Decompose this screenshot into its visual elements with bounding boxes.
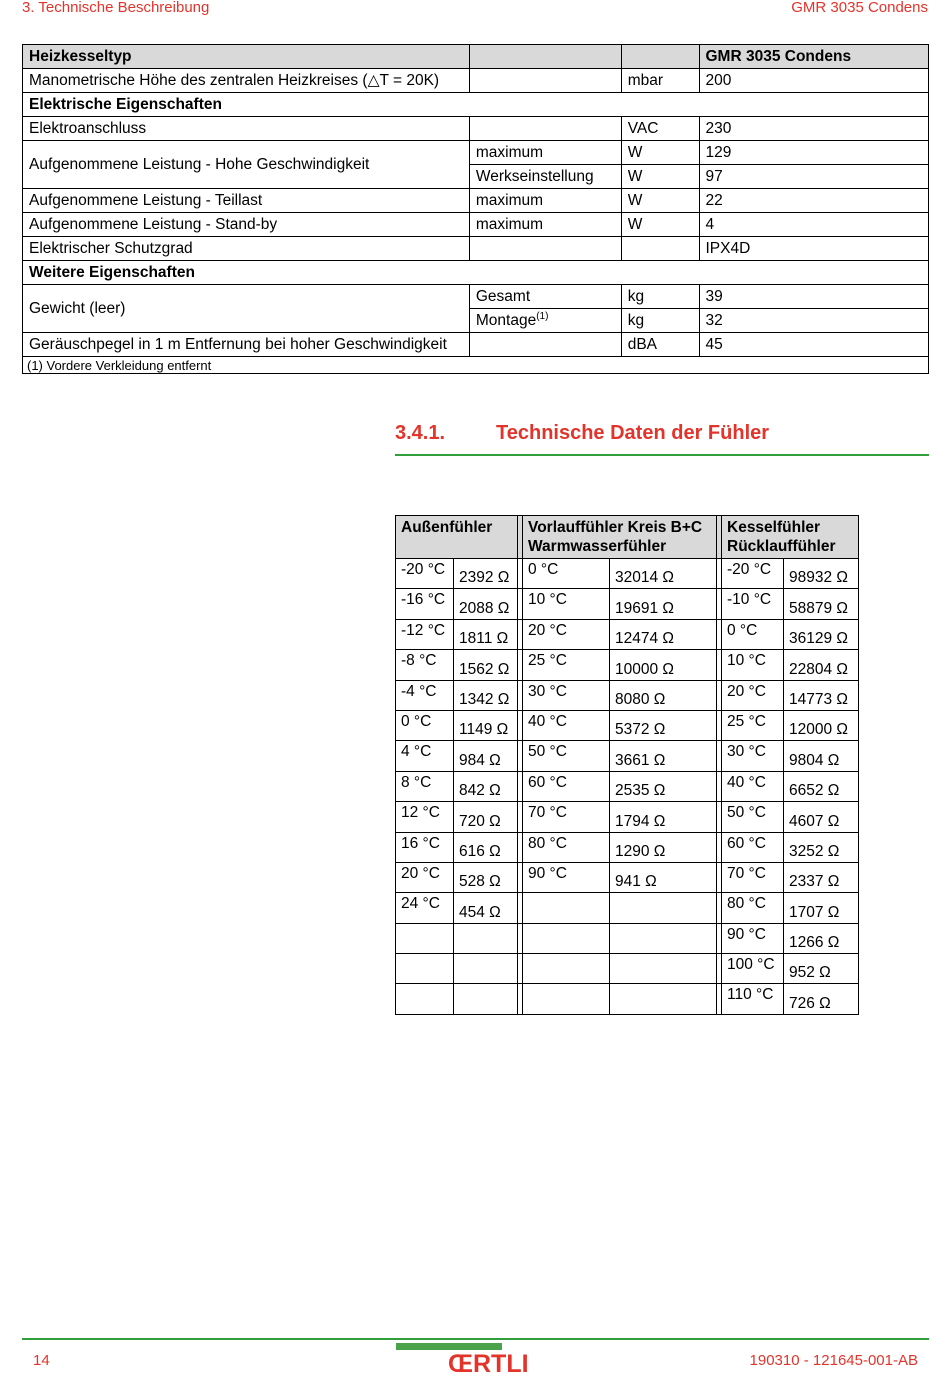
temperature-cell: 60 °C [523, 771, 610, 801]
resistance-cell: 8080 Ω [610, 680, 717, 710]
temperature-cell [523, 923, 610, 953]
temperature-cell: 0 °C [722, 619, 784, 649]
resistance-cell: 3252 Ω [784, 832, 859, 862]
temperature-cell: 40 °C [523, 710, 610, 740]
spec-cell: 39 [699, 285, 929, 309]
temperature-cell: 10 °C [523, 589, 610, 619]
spec-cell: 129 [699, 141, 929, 165]
footnote-marker: (1) [536, 310, 549, 322]
spec-cell: Manometrische Höhe des zentralen Heizkreises (△T = 20K) [23, 69, 470, 93]
spec-cell: mbar [621, 69, 699, 93]
spec-cell [469, 45, 621, 69]
temperature-cell: 30 °C [722, 741, 784, 771]
resistance-cell: 3661 Ω [610, 741, 717, 771]
running-header-product: GMR 3035 Condens [791, 0, 928, 16]
temperature-cell: 60 °C [722, 832, 784, 862]
spec-section-row [23, 93, 929, 117]
running-header-chapter: 3. Technische Beschreibung [22, 0, 210, 16]
temperature-cell [396, 954, 454, 984]
temperature-cell: 4 °C [396, 741, 454, 771]
spec-cell: Aufgenommene Leistung - Hohe Geschwindigkeit [23, 141, 470, 189]
spec-footnote: (1) Vordere Verkleidung entfernt [23, 357, 929, 374]
resistance-cell: 1794 Ω [610, 802, 717, 832]
temperature-cell: 100 °C [722, 954, 784, 984]
spec-footnote-row [23, 357, 929, 374]
spec-cell [469, 333, 621, 357]
temperature-cell: 70 °C [523, 802, 610, 832]
resistance-cell: 1707 Ω [784, 893, 859, 923]
resistance-cell: 1266 Ω [784, 923, 859, 953]
resistance-cell [454, 923, 518, 953]
resistance-cell [610, 954, 717, 984]
spec-cell: Gewicht (leer) [23, 285, 470, 333]
resistance-cell: 454 Ω [454, 893, 518, 923]
temperature-cell: -4 °C [396, 680, 454, 710]
page-number: 14 [33, 1352, 50, 1369]
table-row [396, 710, 859, 740]
header-boiler-line1: Kesselfühler [727, 519, 821, 536]
resistance-cell [454, 954, 518, 984]
header-outdoor-sensor: Außenfühler [396, 516, 518, 559]
spec-cell: W [621, 213, 699, 237]
resistance-cell: 58879 Ω [784, 589, 859, 619]
temperature-cell: 70 °C [722, 862, 784, 892]
resistance-cell: 842 Ω [454, 771, 518, 801]
temperature-cell: 25 °C [722, 710, 784, 740]
resistance-cell: 2392 Ω [454, 559, 518, 589]
temperature-cell: 90 °C [722, 923, 784, 953]
oertli-logo: ŒRTLI [448, 1350, 529, 1378]
table-row [396, 862, 859, 892]
spec-cell: kg [621, 285, 699, 309]
footer-rule [22, 1338, 929, 1340]
header-boiler-sensor [722, 516, 859, 559]
table-row [396, 771, 859, 801]
spec-cell: Heizkesseltyp [23, 45, 470, 69]
resistance-cell: 98932 Ω [784, 559, 859, 589]
spec-cell: kg [621, 309, 699, 333]
temperature-cell: 16 °C [396, 832, 454, 862]
temperature-cell [523, 954, 610, 984]
temperature-cell: 24 °C [396, 893, 454, 923]
resistance-cell: 1342 Ω [454, 680, 518, 710]
temperature-cell: 10 °C [722, 650, 784, 680]
resistance-cell: 2535 Ω [610, 771, 717, 801]
table-row [396, 680, 859, 710]
resistance-cell: 36129 Ω [784, 619, 859, 649]
spec-cell: Elektrischer Schutzgrad [23, 237, 470, 261]
resistance-cell: 4607 Ω [784, 802, 859, 832]
spec-cell: W [621, 189, 699, 213]
mount-label: Montage [475, 312, 537, 330]
resistance-cell [454, 984, 518, 1014]
temperature-cell: 20 °C [722, 680, 784, 710]
temperature-cell: 20 °C [523, 619, 610, 649]
spec-row [23, 69, 929, 93]
resistance-cell: 941 Ω [610, 862, 717, 892]
spec-cell: Aufgenommene Leistung - Teillast [23, 189, 470, 213]
table-row [396, 619, 859, 649]
spec-row [23, 141, 929, 165]
temperature-cell: 50 °C [722, 802, 784, 832]
spec-cell: 97 [699, 165, 929, 189]
spec-header-row [23, 45, 929, 69]
temperature-cell: 0 °C [396, 710, 454, 740]
spec-cell: Elektroanschluss [23, 117, 470, 141]
spec-cell: W [621, 165, 699, 189]
temperature-cell: 50 °C [523, 741, 610, 771]
resistance-cell: 10000 Ω [610, 650, 717, 680]
spec-cell [621, 45, 699, 69]
resistance-cell: 2337 Ω [784, 862, 859, 892]
header-flow-line2: Warmwasserfühler [528, 538, 667, 555]
table-row [396, 802, 859, 832]
resistance-cell: 726 Ω [784, 984, 859, 1014]
boiler-spec-table [22, 44, 929, 374]
sensor-header-row [396, 516, 859, 559]
spec-cell: maximum [469, 213, 621, 237]
spec-cell: 4 [699, 213, 929, 237]
temperature-cell: -10 °C [722, 589, 784, 619]
resistance-cell: 5372 Ω [610, 710, 717, 740]
table-row [396, 954, 859, 984]
spec-cell: 22 [699, 189, 929, 213]
table-row [396, 559, 859, 589]
spec-cell: GMR 3035 Condens [699, 45, 929, 69]
spec-cell: IPX4D [699, 237, 929, 261]
temperature-cell: -8 °C [396, 650, 454, 680]
resistance-cell: 720 Ω [454, 802, 518, 832]
spec-section-title: Elektrische Eigenschaften [23, 93, 929, 117]
spec-cell: Werkseinstellung [469, 165, 621, 189]
resistance-cell: 12474 Ω [610, 619, 717, 649]
resistance-cell: 528 Ω [454, 862, 518, 892]
temperature-cell: 40 °C [722, 771, 784, 801]
temperature-cell: 110 °C [722, 984, 784, 1014]
resistance-cell: 984 Ω [454, 741, 518, 771]
spec-row [23, 333, 929, 357]
section-rule [395, 454, 929, 456]
resistance-cell: 12000 Ω [784, 710, 859, 740]
spec-cell [469, 237, 621, 261]
spec-cell: dBA [621, 333, 699, 357]
section-number: 3.4.1. [395, 422, 446, 444]
spec-cell: 45 [699, 333, 929, 357]
resistance-cell: 1811 Ω [454, 619, 518, 649]
temperature-cell: -20 °C [396, 559, 454, 589]
resistance-cell: 9804 Ω [784, 741, 859, 771]
temperature-cell [523, 984, 610, 1014]
document-reference: 190310 - 121645-001-AB [749, 1352, 918, 1369]
spec-cell: 200 [699, 69, 929, 93]
resistance-cell [610, 923, 717, 953]
spec-cell: VAC [621, 117, 699, 141]
spec-cell: W [621, 141, 699, 165]
temperature-cell: 12 °C [396, 802, 454, 832]
spec-row [23, 213, 929, 237]
spec-cell: maximum [469, 141, 621, 165]
temperature-cell: -12 °C [396, 619, 454, 649]
table-row [396, 984, 859, 1014]
temperature-cell: 0 °C [523, 559, 610, 589]
resistance-cell [610, 984, 717, 1014]
spec-cell: Aufgenommene Leistung - Stand-by [23, 213, 470, 237]
spec-cell [621, 237, 699, 261]
header-flow-line1: Vorlauffühler Kreis B+C [528, 519, 703, 536]
spec-cell: 230 [699, 117, 929, 141]
temperature-cell: -20 °C [722, 559, 784, 589]
resistance-cell: 1290 Ω [610, 832, 717, 862]
spec-cell: Geräuschpegel in 1 m Entfernung bei hoher Geschwindigkeit [23, 333, 470, 357]
resistance-cell: 1149 Ω [454, 710, 518, 740]
temperature-cell: 80 °C [722, 893, 784, 923]
table-row [396, 650, 859, 680]
spec-cell: maximum [469, 189, 621, 213]
spec-cell [469, 117, 621, 141]
resistance-cell: 22804 Ω [784, 650, 859, 680]
resistance-cell: 19691 Ω [610, 589, 717, 619]
header-flow-sensor [523, 516, 717, 559]
temperature-cell: 8 °C [396, 771, 454, 801]
temperature-cell [396, 923, 454, 953]
resistance-cell: 1562 Ω [454, 650, 518, 680]
table-row [396, 832, 859, 862]
temperature-cell: 25 °C [523, 650, 610, 680]
table-row [396, 923, 859, 953]
spec-cell: 32 [699, 309, 929, 333]
resistance-cell: 14773 Ω [784, 680, 859, 710]
resistance-cell: 32014 Ω [610, 559, 717, 589]
temperature-cell: 20 °C [396, 862, 454, 892]
resistance-cell: 616 Ω [454, 832, 518, 862]
table-row [396, 741, 859, 771]
temperature-cell [523, 893, 610, 923]
spec-cell: Gesamt [469, 285, 621, 309]
temperature-cell [396, 984, 454, 1014]
resistance-cell [610, 893, 717, 923]
temperature-cell: 80 °C [523, 832, 610, 862]
resistance-cell: 952 Ω [784, 954, 859, 984]
spec-cell [469, 69, 621, 93]
sensor-table-body [396, 559, 859, 1015]
temperature-cell: -16 °C [396, 589, 454, 619]
spec-section-title: Weitere Eigenschaften [23, 261, 929, 285]
spec-row [23, 285, 929, 309]
temperature-cell: 30 °C [523, 680, 610, 710]
spec-row [23, 237, 929, 261]
spec-row [23, 117, 929, 141]
section-title: Technische Daten der Fühler [496, 422, 770, 444]
resistance-cell: 2088 Ω [454, 589, 518, 619]
logo-bar [396, 1343, 502, 1350]
spec-row [23, 189, 929, 213]
table-row [396, 893, 859, 923]
header-boiler-line2: Rücklauffühler [727, 538, 836, 555]
spec-cell [469, 309, 621, 333]
table-row [396, 589, 859, 619]
spec-section-row [23, 261, 929, 285]
temperature-cell: 90 °C [523, 862, 610, 892]
resistance-cell: 6652 Ω [784, 771, 859, 801]
sensor-resistance-table [395, 515, 859, 1015]
